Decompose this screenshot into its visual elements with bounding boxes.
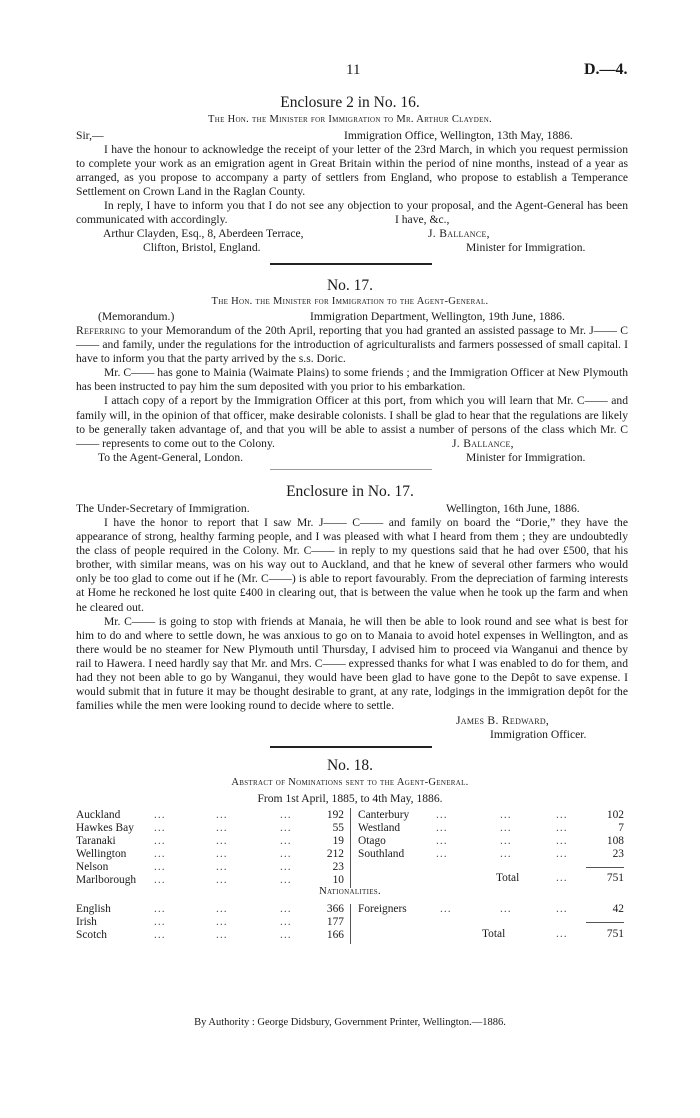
dots: ... — [154, 821, 166, 834]
dots: ... — [154, 928, 166, 941]
dots: ... — [280, 834, 292, 847]
dots: ... — [556, 821, 568, 834]
table-row — [0, 848, 700, 861]
total-label: Total — [496, 872, 520, 884]
row-label: Westland — [358, 821, 401, 834]
table-row — [0, 903, 700, 916]
addressee-line-1: Arthur Clayden, Esq., 8, Aberdeen Terrace, — [103, 227, 304, 240]
row-value: 23 — [612, 847, 624, 860]
divider-thin — [270, 469, 432, 470]
printer-footer: By Authority : George Didsbury, Government Printer, Wellington.—1886. — [194, 1017, 506, 1028]
dots: ... — [216, 821, 228, 834]
enclosure-2-title: Enclosure 2 in No. 16. — [280, 94, 420, 111]
row-value: 177 — [326, 915, 344, 928]
table-row — [0, 822, 700, 835]
no-18-title: No. 18. — [326, 757, 374, 774]
dots: ... — [556, 834, 568, 847]
dots: ... — [216, 809, 228, 821]
dots: ... — [154, 834, 166, 847]
dots: ... — [280, 821, 292, 834]
no-17-title: No. 17. — [326, 277, 374, 294]
dots: ... — [216, 834, 228, 847]
no-17-paragraph-3: I attach copy of a report by the Immigration Officer at this port, from which you will learn that Mr. C—— and family will, in the opinion of that officer, make desirable colonists. I shall be glad to hear that the regulations are likely to be generally taken advantage of, and that you will be able to assist a number of persons of the class which Mr. C—— represents to come out to the Colony. — [76, 394, 628, 450]
row-value: 7 — [618, 821, 624, 834]
no-17-body — [76, 324, 628, 451]
dots: ... — [440, 903, 452, 915]
total-rule — [586, 867, 624, 868]
dots: ... — [216, 928, 228, 941]
dots: ... — [556, 903, 568, 915]
row-label: Southland — [358, 847, 405, 860]
dots: ... — [154, 809, 166, 821]
divider — [270, 746, 432, 748]
row-value: 42 — [612, 903, 624, 915]
dots: ... — [280, 915, 292, 928]
row-value: 102 — [606, 809, 624, 821]
dots: ... — [216, 915, 228, 928]
dots: ... — [154, 873, 166, 886]
dots: ... — [500, 903, 512, 915]
dots: ... — [280, 873, 292, 886]
memorandum-label: (Memorandum.) — [98, 310, 175, 323]
enclosure-2-address-line: The Hon. the Minister for Immigration to Mr. Arthur Clayden. — [208, 114, 492, 125]
no-17-place-date: Immigration Department, Wellington, 19th June, 1886. — [310, 310, 565, 323]
nationalities-heading: Nationalities. — [319, 886, 381, 897]
nat-total-rule — [586, 922, 624, 923]
row-label: Auckland — [76, 809, 121, 821]
enclosure-2-place-date: Immigration Office, Wellington, 13th May, 1886. — [344, 129, 573, 142]
row-label: Canterbury — [358, 809, 410, 821]
page-number: 11 — [346, 62, 361, 78]
row-value: 212 — [326, 847, 344, 860]
total-value: 751 — [606, 872, 624, 884]
total-row — [0, 872, 700, 885]
row-label: Hawkes Bay — [76, 821, 134, 834]
enclosure-2-paragraph-1: I have the honour to acknowledge the receipt of your letter of the 23rd March, in which you request permission to complete your work as an emigration agent in Great Britain within the period of nine months, instead of a year as arranged, as you propose to accompany a party of settlers from England, who propose to establish a Temperance Settlement on Crown Land in the Raglan County. — [76, 143, 628, 199]
enclosure-2-body — [76, 143, 628, 228]
dots: ... — [436, 821, 448, 834]
enclosure-17-paragraph-2: Mr. C—— is going to stop with friends at Manaia, he will then be able to look round and see what is best for him to do and where to settle down, he was anxious to go on to Manaia to avoid hotel expenses in Wellington, and as there would be no steamer for New Plymouth until Thursday, I advised him to proceed via Wanganui and thence by rail to Hawera. I need hardly say that Mr. and Mrs. C—— expressed thanks for what I was enabled to do for them, and had they not been able to go by Wanganui, they would have been glad to have gone to the Depôt to save expense. I would submit that in future it may be thought desirable to grant, at any rate, lodgings in the immigration depôt for the families while the men were looking round to decide where to settle. — [76, 614, 628, 713]
row-label: Nelson — [76, 860, 109, 873]
dots: ... — [436, 809, 448, 821]
dots: ... — [216, 847, 228, 860]
row-value: 192 — [326, 809, 344, 821]
signer: J. Ballance, — [428, 227, 490, 240]
closing: I have, &c., — [395, 213, 450, 226]
dots: ... — [216, 860, 228, 873]
signer-title: Immigration Officer. — [490, 728, 587, 741]
section-code: D.—4. — [584, 61, 628, 78]
dots: ... — [280, 860, 292, 873]
table-row — [0, 835, 700, 848]
table-row — [0, 809, 700, 822]
enclosure-2-paragraph-2: In reply, I have to inform you that I do not see any objection to your proposal, and the Agent-General has been communicated with accordingly. — [76, 199, 628, 227]
no-17-addressee: To the Agent-General, London. — [98, 451, 244, 464]
dots: ... — [216, 903, 228, 915]
row-label: Irish — [76, 915, 97, 928]
no-17-paragraph-1: to your Memorandum of the 20th April, reporting that you had granted an assisted passage to Mr. J—— C—— and family, under the regulations for the introduction of agriculturalists and farmers possessed of small capital. I have to inform you that the party arrived by the s.s. Doric. — [76, 324, 628, 366]
dots: ... — [556, 872, 568, 884]
no-18-subtitle: Abstract of Nominations sent to the Agent-General. — [231, 777, 469, 788]
dots: ... — [436, 847, 448, 860]
dots: ... — [436, 834, 448, 847]
signer-title: Minister for Immigration. — [466, 241, 586, 254]
dots: ... — [280, 903, 292, 915]
enclosure-17-title: Enclosure in No. 17. — [286, 483, 414, 500]
row-label: Marlborough — [76, 873, 137, 886]
row-label: Foreigners — [358, 903, 407, 915]
row-label: Scotch — [76, 928, 108, 941]
dots: ... — [556, 809, 568, 821]
row-value: 23 — [332, 860, 344, 873]
no-17-paragraph-2: Mr. C—— has gone to Mainia (Waimate Plains) to some friends ; and the Immigration Officer at New Plymouth has been instructed to pay him the sum deposited with you prior to his embarkation. — [76, 366, 628, 394]
dots: ... — [556, 928, 568, 940]
row-value: 166 — [326, 928, 344, 941]
row-label: English — [76, 903, 111, 915]
nat-total-row — [0, 928, 700, 941]
dots: ... — [500, 847, 512, 860]
row-value: 55 — [332, 821, 344, 834]
dots: ... — [500, 809, 512, 821]
signer: J. Ballance, — [452, 437, 514, 450]
row-value: 108 — [606, 834, 624, 847]
dots: ... — [500, 821, 512, 834]
dots: ... — [154, 860, 166, 873]
no-18-period: From 1st April, 1885, to 4th May, 1886. — [257, 792, 443, 805]
nat-total-label: Total — [482, 928, 506, 940]
row-value: 10 — [332, 873, 344, 886]
enclosure-17-paragraph-1: I have the honor to report that I saw Mr. J—— C—— and family on board the “Dorie,” they have the appearance of strong, healthy farming people, and I was pleased with what I heard from them ; they are undoubtedly the class of people required in the Colony. Mr. C—— in reply to my questions said that he had over £500, that his brother, with similar means, was on his way out to Auckland, and that he knew of several other farmers who would only be too glad to come out if he (Mr. C——) is able to report favourably. From the depreciation of farming interests at Home he reckoned he lost quite £400 in clearing out, that is between the value when he took up the farm and when he cleared out. — [76, 516, 628, 614]
salutation: Sir,— — [76, 129, 104, 142]
addressee-line-2: Clifton, Bristol, England. — [143, 241, 261, 254]
dots: ... — [154, 903, 166, 915]
enclosure-17-body — [76, 516, 628, 713]
signer-title: Minister for Immigration. — [466, 451, 586, 464]
dots: ... — [154, 915, 166, 928]
no-17-address-line: The Hon. the Minister for Immigration to the Agent-General. — [211, 296, 489, 307]
enclosure-17-addressee: The Under-Secretary of Immigration. — [76, 502, 250, 515]
referring-lead: Referring — [76, 324, 126, 337]
enclosure-17-place-date: Wellington, 16th June, 1886. — [446, 502, 580, 515]
row-label: Otago — [358, 834, 386, 847]
dots: ... — [280, 847, 292, 860]
divider — [270, 263, 432, 265]
dots: ... — [280, 809, 292, 821]
dots: ... — [556, 847, 568, 860]
row-label: Wellington — [76, 847, 127, 860]
dots: ... — [216, 873, 228, 886]
signer: James B. Redward, — [456, 714, 550, 727]
dots: ... — [280, 928, 292, 941]
dots: ... — [500, 834, 512, 847]
dots: ... — [154, 847, 166, 860]
nat-total-value: 751 — [606, 928, 624, 940]
row-label: Taranaki — [76, 834, 116, 847]
row-value: 366 — [326, 903, 344, 915]
row-value: 19 — [332, 834, 344, 847]
